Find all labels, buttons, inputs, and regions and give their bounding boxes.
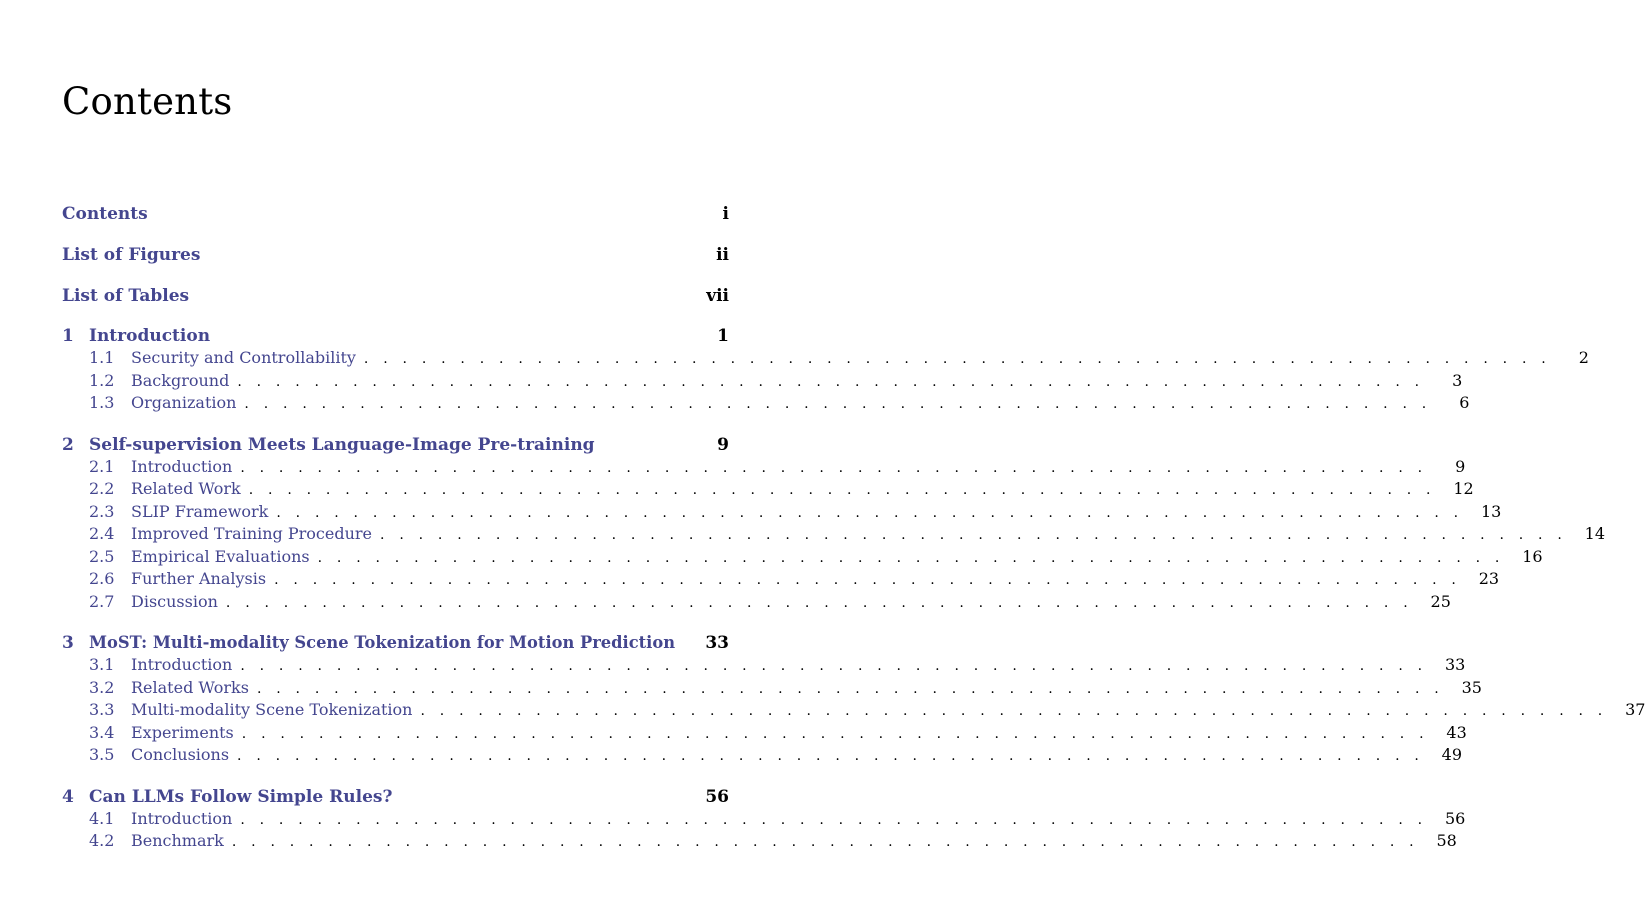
section-title[interactable]: Introduction xyxy=(131,456,233,476)
dot-leader: . . . . . . . . . . . . . . . . . . . . . . . . . . . . . . . . . . . . . . . . . . . . . . . . . . . . . . . . . . . . . . xyxy=(420,703,1608,719)
section-number: 2.2 xyxy=(89,479,115,498)
section-number: 3.2 xyxy=(89,677,115,697)
section-entry[interactable] xyxy=(62,523,1606,546)
section-entry[interactable] xyxy=(62,392,1470,415)
section-entry[interactable] xyxy=(62,830,1457,853)
section-page[interactable]: 56 xyxy=(1444,808,1466,828)
section-page[interactable]: 43 xyxy=(1446,722,1467,742)
section-number: 1.1 xyxy=(89,348,115,367)
chapter-number: 2 xyxy=(62,434,74,455)
section-number: 3.1 xyxy=(89,655,115,674)
section-entry[interactable] xyxy=(62,501,1502,524)
dot-leader: . . . . . . . . . . . . . . . . . . . . . . . . . . . . . . . . . . . . . . . . . . . . . . . . . . . . . . . . . . . . . . xyxy=(380,527,1568,543)
section-entry[interactable] xyxy=(62,347,1589,370)
toc-entry-contents[interactable] xyxy=(62,202,729,243)
section-page[interactable]: 12 xyxy=(1453,479,1474,498)
chapter-entry-4[interactable] xyxy=(62,786,729,808)
section-entry[interactable] xyxy=(62,744,1463,767)
toc-entry-page[interactable]: i xyxy=(722,204,729,224)
section-page[interactable]: 33 xyxy=(1444,655,1466,674)
toc-entry-page[interactable]: vii xyxy=(706,286,729,306)
section-page[interactable]: 3 xyxy=(1452,370,1463,390)
section-number: 2.4 xyxy=(89,524,115,543)
section-title[interactable]: Background xyxy=(131,370,230,390)
chapter-page[interactable]: 1 xyxy=(717,326,729,346)
section-entry[interactable] xyxy=(62,722,1467,745)
dot-leader: . . . . . . . . . . . . . . . . . . . . . . . . . . . . . . . . . . . . . . . . . . . . . . . . . . . . . . . . . . . . . . xyxy=(276,504,1464,521)
section-number: 4.2 xyxy=(89,831,115,850)
section-title[interactable]: Introduction xyxy=(131,808,233,828)
dot-leader: . . . . . . . . . . . . . . . . . . . . . . . . . . . . . . . . . . . . . . . . . . . . . . . . . . . . . . . . . . . . . . xyxy=(248,482,1436,498)
dot-leader: . . . . . . . . . . . . . . . . . . . . . . . . . . . . . . . . . . . . . . . . . . . . . . . . . . . . . . . . . . . . . . xyxy=(256,680,1444,697)
dot-leader: . . . . . . . . . . . . . . . . . . . . . . . . . . . . . . . . . . . . . . . . . . . . . . . . . . . . . . . . . . . . . . xyxy=(237,373,1425,390)
section-page[interactable]: 9 xyxy=(1455,456,1466,476)
dot-leader: . . . . . . . . . . . . . . . . . . . . . . . . . . . . . . . . . . . . . . . . . . . . . . . . . . . . . . . . . . . . . . xyxy=(237,748,1425,764)
section-page[interactable]: 2 xyxy=(1578,348,1589,367)
section-page[interactable]: 23 xyxy=(1478,569,1500,588)
table-of-contents xyxy=(62,202,1645,853)
section-title[interactable]: Related Works xyxy=(131,677,249,697)
chapter-entry-1[interactable] xyxy=(62,325,729,347)
section-entry[interactable] xyxy=(62,591,1451,614)
section-page[interactable]: 58 xyxy=(1436,831,1457,850)
section-page[interactable]: 37 xyxy=(1625,700,1645,719)
dot-leader: . . . . . . . . . . . . . . . . . . . . . . . . . . . . . . . . . . . . . . . . . . . . . . . . . . . . . . . . . . . . . . xyxy=(240,658,1428,674)
chapter-title[interactable]: Introduction xyxy=(89,326,211,346)
dot-leader: . . . . . . . . . . . . . . . . . . . . . . . . . . . . . . . . . . . . . . . . . . . . . . . . . . . . . . . . . . . . . . xyxy=(317,549,1505,566)
section-entry[interactable] xyxy=(62,808,1466,831)
section-title[interactable]: Related Work xyxy=(131,479,241,498)
section-title[interactable]: Conclusions xyxy=(131,745,230,764)
section-page[interactable]: 25 xyxy=(1430,591,1451,611)
section-number: 3.5 xyxy=(89,745,115,764)
section-number: 3.3 xyxy=(89,700,115,719)
chapter-page[interactable]: 9 xyxy=(717,434,729,455)
chapter-page[interactable]: 56 xyxy=(705,786,729,807)
section-page[interactable]: 14 xyxy=(1584,524,1606,543)
section-number: 2.1 xyxy=(89,456,115,476)
section-page[interactable]: 16 xyxy=(1522,546,1543,566)
section-title[interactable]: Introduction xyxy=(131,655,233,674)
dot-leader: . . . . . . . . . . . . . . . . . . . . . . . . . . . . . . . . . . . . . . . . . . . . . . . . . . . . . . . . . . . . . . xyxy=(241,725,1429,742)
section-page[interactable]: 49 xyxy=(1441,745,1463,764)
chapter-title[interactable]: Can LLMs Follow Simple Rules? xyxy=(89,786,393,807)
toc-entry-title[interactable]: List of Tables xyxy=(62,286,190,306)
toc-entry-list-of-tables[interactable] xyxy=(62,284,729,325)
section-number: 4.1 xyxy=(89,808,115,828)
section-number: 1.2 xyxy=(89,370,115,390)
section-entry[interactable] xyxy=(62,456,1466,479)
dot-leader: . . . . . . . . . . . . . . . . . . . . . . . . . . . . . . . . . . . . . . . . . . . . . . . . . . . . . . . . . . . . . . xyxy=(244,396,1432,412)
section-title[interactable]: Improved Training Procedure xyxy=(131,524,373,543)
section-page[interactable]: 35 xyxy=(1461,677,1482,697)
section-title[interactable]: Discussion xyxy=(131,591,218,611)
chapter-title[interactable]: Self-supervision Meets Language-Image Pre-training xyxy=(89,434,595,455)
chapter-number: 4 xyxy=(62,786,74,807)
chapter-entry-2[interactable] xyxy=(62,434,729,456)
toc-entry-title[interactable]: List of Figures xyxy=(62,245,201,265)
toc-entry-list-of-figures[interactable] xyxy=(62,243,729,284)
chapter-title[interactable]: MoST: Multi-modality Scene Tokenization for Motion Prediction xyxy=(89,633,676,652)
section-number: 2.3 xyxy=(89,501,115,521)
section-title[interactable]: Empirical Evaluations xyxy=(131,546,310,566)
section-number: 2.5 xyxy=(89,546,115,566)
dot-leader: . . . . . . . . . . . . . . . . . . . . . . . . . . . . . . . . . . . . . . . . . . . . . . . . . . . . . . . . . . . . . . xyxy=(240,459,1428,476)
section-entry[interactable] xyxy=(62,654,1466,677)
section-title[interactable]: Experiments xyxy=(131,722,234,742)
dot-leader: . . . . . . . . . . . . . . . . . . . . . . . . . . . . . . . . . . . . . . . . . . . . . . . . . . . . . . . . . . . . . . xyxy=(231,834,1419,850)
section-entry[interactable] xyxy=(62,568,1500,591)
section-entry[interactable] xyxy=(62,699,1645,722)
dot-leader: . . . . . . . . . . . . . . . . . . . . . . . . . . . . . . . . . . . . . . . . . . . . . . . . . . . . . . . . . . . . . . xyxy=(363,351,1551,367)
section-number: 2.6 xyxy=(89,569,115,588)
page-title: Contents xyxy=(62,80,233,123)
section-title[interactable]: Further Analysis xyxy=(131,569,267,588)
toc-entry-page[interactable]: ii xyxy=(716,245,729,265)
section-number: 3.4 xyxy=(89,722,115,742)
dot-leader: . . . . . . . . . . . . . . . . . . . . . . . . . . . . . . . . . . . . . . . . . . . . . . . . . . . . . . . . . . . . . . xyxy=(274,572,1462,588)
section-title[interactable]: SLIP Framework xyxy=(131,501,269,521)
toc-entry-title[interactable]: Contents xyxy=(62,204,148,224)
section-title[interactable]: Benchmark xyxy=(131,831,224,850)
section-title[interactable]: Multi-modality Scene Tokenization xyxy=(131,700,413,719)
section-title[interactable]: Security and Controllability xyxy=(131,348,356,367)
dot-leader: . . . . . . . . . . . . . . . . . . . . . . . . . . . . . . . . . . . . . . . . . . . . . . . . . . . . . . . . . . . . . . xyxy=(225,594,1413,611)
dot-leader: . . . . . . . . . . . . . . . . . . . . . . . . . . . . . . . . . . . . . . . . . . . . . . . . . . . . . . . . . . . . . . xyxy=(240,811,1428,828)
chapter-number: 3 xyxy=(62,633,74,653)
section-number: 2.7 xyxy=(89,591,115,611)
section-number: 1.3 xyxy=(89,393,115,412)
section-page[interactable]: 13 xyxy=(1480,501,1502,521)
section-page[interactable]: 6 xyxy=(1459,393,1470,412)
chapter-number: 1 xyxy=(62,326,74,346)
section-entry[interactable] xyxy=(62,370,1463,393)
section-entry[interactable] xyxy=(62,546,1543,569)
section-title[interactable]: Organization xyxy=(131,393,237,412)
section-entry[interactable] xyxy=(62,478,1474,501)
chapter-entry-3[interactable] xyxy=(62,632,729,654)
chapter-page[interactable]: 33 xyxy=(705,633,729,653)
section-entry[interactable] xyxy=(62,677,1482,700)
